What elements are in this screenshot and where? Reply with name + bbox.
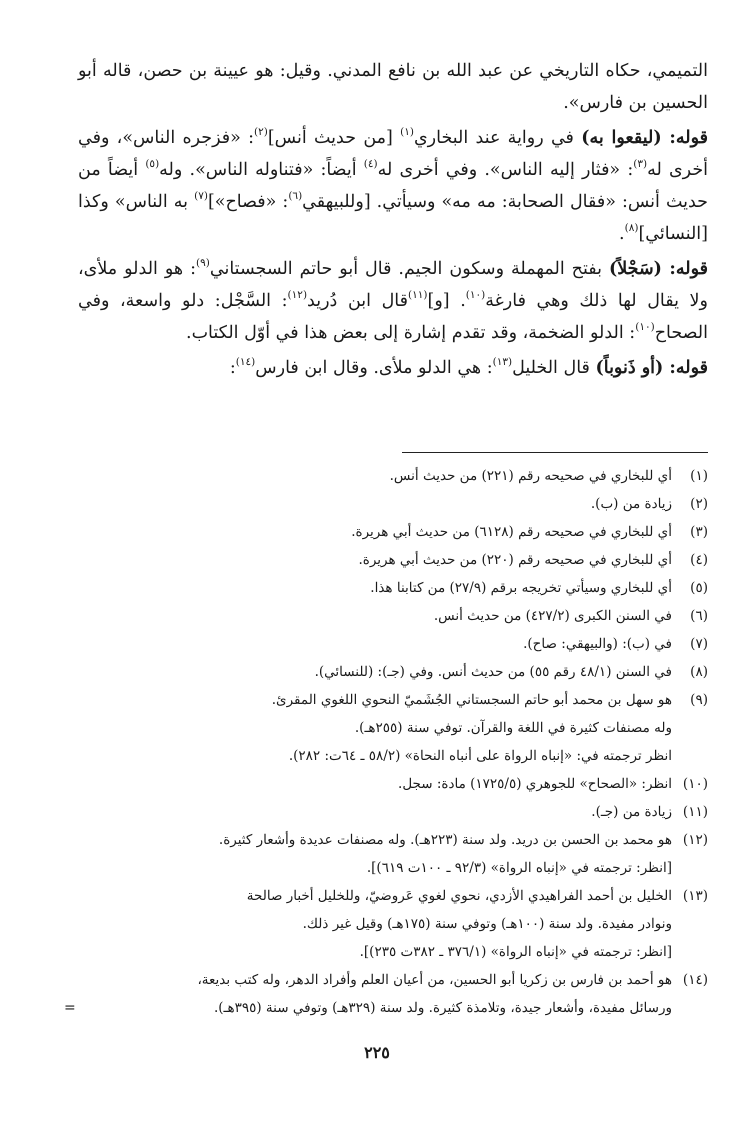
footnote-text [60, 490, 672, 518]
footnote-number: (١١) [682, 804, 708, 820]
footnote-number: (٤) [690, 552, 708, 568]
footnote-number: (٢) [690, 496, 708, 512]
footnote-line: في (ب): (والبيهقي: صاح). [523, 636, 672, 652]
footnote-ref: (٩) [196, 256, 210, 269]
footnote-line: [انظر: ترجمته في «إنباه الرواة» (٣٧٦/١ ـ ٣٨٢ت ٢٣٥)]. [359, 944, 672, 960]
footnote [60, 462, 708, 490]
footnote [60, 602, 708, 630]
footnote-ref: (١٠) [635, 321, 655, 334]
footnote-text [60, 518, 672, 546]
footnote [60, 770, 708, 798]
footnote-line: هو سهل بن محمد أبو حاتم السجستاني الجُشَميّ النحوي اللغوي المقرئ. [271, 692, 672, 708]
footnote [60, 966, 708, 1022]
paragraph-2: قوله: (ليقعوا به) في رواية عند البخاري$^{(١)}$ [من حديث أنس]$^{(٢)}$: «فزجره الناس»، وفي أخرى له$^{(٣)}$: «فثار إليه الناس». وفي أخرى له$^{(٤)}$ أيضاً: «فتناوله الناس». وله$^{(٥)}$ أيضاً من حديث أنس: «فقال الصحابة: مه مه» وسيأتي. [وللبيهقي$^{(٦)}$: «فصاح»]$^{(٧)}$ به الناس» وكذا [النسائي]$^{(٨)}$. [78, 125, 709, 245]
footnote-ref: (٥) [145, 158, 160, 171]
entry-keyword: قوله: (ليقعوا به) [581, 127, 708, 148]
footnote-ref: (١١) [408, 289, 428, 302]
footnote-number: (١٤) [682, 972, 708, 988]
footnote-line: انظر: «الصحاح» للجوهري (١٧٢٥/٥) مادة: سجل. [398, 776, 672, 792]
footnote-number: (٨) [690, 664, 708, 680]
footnote-ref: (٤) [363, 158, 378, 171]
footnote-number: (١٣) [682, 888, 708, 904]
footnote-number: (١) [690, 468, 708, 484]
footnote-line: في السنن الكبرى (٤٢٧/٢) من حديث أنس. [433, 608, 672, 624]
footnote-text [60, 658, 672, 686]
footnote-ref: (١) [400, 125, 414, 138]
footnote-text [60, 826, 672, 882]
footnote-ref: (١٤) [235, 355, 256, 368]
footnote [60, 518, 708, 546]
footnote-text [60, 798, 672, 826]
footnote-number: (١٢) [682, 832, 708, 848]
footnote-line: وله مصنفات كثيرة في اللغة والقرآن. توفي سنة (٢٥٥هـ). [354, 720, 672, 736]
footnote-line: أي للبخاري في صحيحه رقم (٢٢١) من حديث أنس. [389, 468, 672, 484]
footnote-ref: (٧) [194, 190, 208, 203]
footnote [60, 686, 708, 770]
footnote-ref: (٢) [254, 125, 268, 138]
footnote-number: (٥) [690, 580, 708, 596]
footnote [60, 630, 708, 658]
paragraph-3: قوله: (سَجْلاً) بفتح المهملة وسكون الجيم. قال أبو حاتم السجستاني$^{(٩)}$: هو الدلو ملأى، ولا يقال لها ذلك وهي فارغة$^{(١٠)}$. [و]$^{(١١)}$قال ابن دُريد$^{(١٢)}$: السَّجْل: دلو واسعة، وفي الصحاح$^{(١٠)}$: الدلو الضخمة، وقد تقدم إشارة إلى بعض هذا في أوّل الكتاب. [78, 256, 708, 344]
footnote [60, 826, 708, 882]
paragraph-4: قوله: (أو ذَنوباً) قال الخليل$^{(١٣)}$: هي الدلو ملأى. وقال ابن فارس$^{(١٤)}$: [229, 355, 708, 378]
footnote-text [60, 546, 672, 574]
footnote-ref: (٣) [633, 158, 648, 171]
footnote-number: (٣) [690, 524, 708, 540]
footnote-number: (١٠) [682, 776, 708, 792]
footnote-line: انظر ترجمته في: «إنباه الرواة على أنباه النحاة» (٥٨/٢ ـ ٦٤ت: ٢٨٢). [288, 748, 672, 764]
footnote-ref: (١٣) [492, 355, 513, 368]
footnote-ref: (١٢) [287, 289, 308, 302]
footnote-line: هو محمد بن الحسن بن دريد. ولد سنة (٢٢٣هـ). وله مصنفات عديدة وأشعار كثيرة. [218, 832, 672, 848]
footnote-text [60, 770, 672, 798]
footnote-number: (٧) [690, 636, 708, 652]
footnote-text [60, 574, 672, 602]
footnote-ref: (٦) [288, 190, 303, 203]
footnote-line: في السنن (٤٨/١ رقم ٥٥) من حديث أنس. وفي (جـ): (للنسائي). [314, 664, 672, 680]
footnote [60, 546, 708, 574]
footnote-text [60, 882, 672, 966]
paragraph-1: التميمي، حكاه التاريخي عن عبد الله بن نافع المدني. وقيل: هو عيينة بن حصن، قاله أبو الحسين بن فارس». [78, 61, 708, 114]
footnotes [60, 462, 708, 1022]
footnote-ref: (٨) [624, 222, 639, 235]
footnote-line: ونوادر مفيدة. ولد سنة (١٠٠هـ) وتوفي سنة (١٧٥هـ) وقيل غير ذلك. [302, 916, 672, 932]
footnote-line: أي للبخاري في صحيحه رقم (٢٢٠) من حديث أبي هريرة. [358, 552, 672, 568]
footnote [60, 490, 708, 518]
footnote-text [60, 686, 672, 770]
entry-keyword: قوله: (سَجْلاً) [608, 258, 708, 279]
entry-keyword: قوله: (أو ذَنوباً) [595, 357, 708, 378]
footnote-line: هو أحمد بن فارس بن زكريا أبو الحسين، من أعيان العلم وأفراد الدهر، وله كتب بديعة، [197, 972, 672, 988]
footnote-line: ورسائل مفيدة، وأشعار جيدة، وتلامذة كثيرة. ولد سنة (٣٢٩هـ) وتوفي سنة (٣٩٥هـ). [213, 1000, 672, 1016]
footnote [60, 882, 708, 966]
footnote [60, 798, 708, 826]
footnote-text [60, 630, 672, 658]
footnote-line: أي للبخاري في صحيحه رقم (٦١٢٨) من حديث أبي هريرة. [351, 524, 672, 540]
footnote-text [60, 966, 672, 1022]
continuation-mark: = [64, 1000, 76, 1016]
footnote-line: [انظر: ترجمته في «إنباه الرواة» (٩٢/٣ ـ ١٠٠ت ٦١٩)]. [366, 860, 672, 876]
footnote-ref: (١٠) [465, 289, 486, 302]
footnote-number: (٦) [690, 608, 708, 624]
footnote-text [60, 602, 672, 630]
main-text [78, 55, 708, 384]
footnote-line: زيادة من (ب). [590, 496, 672, 512]
footnote-number: (٩) [690, 692, 708, 708]
page-number: ٢٢٥ [364, 1043, 390, 1062]
footnote [60, 574, 708, 602]
footnote-text [60, 462, 672, 490]
footnote-line: الخليل بن أحمد الفراهيدي الأزدي، نحوي لغوي عَروضيّ، وللخليل أخبار صالحة [246, 888, 672, 904]
footnote-line: أي للبخاري وسيأتي تخريجه برقم (٢٧/٩) من كتابنا هذا. [370, 580, 672, 596]
footnote-separator [402, 452, 708, 453]
footnote-line: زيادة من (جـ). [591, 804, 672, 820]
footnote [60, 658, 708, 686]
